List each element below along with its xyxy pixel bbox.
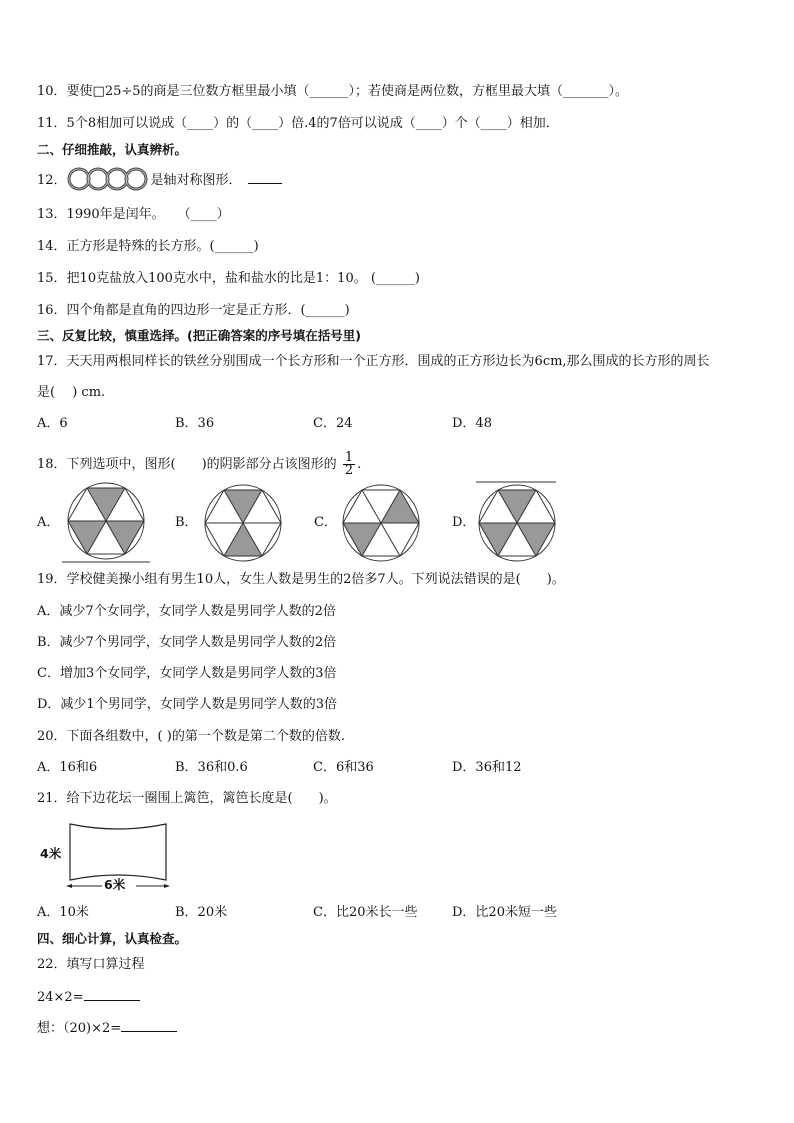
section-2-heading: 二、仔细推敲，认真辨析。 [37,142,188,157]
q22-line-1 [37,988,140,1007]
fraction-one-half [343,452,355,477]
q19-option-c[interactable]: C．增加3个女同学，女同学人数是男同学人数的3倍 [37,666,337,681]
question-15: 15．把10克盐放入100克水中，盐和盐水的比是1：10。 (______) [37,271,420,286]
q18-option-c-label[interactable]: C． [314,515,337,530]
question-19: 19．学校健美操小组有男生10人，女生人数是男生的2倍多7人。下列说法错误的是( )。 [37,572,565,587]
fraction-denominator: 2 [344,463,354,478]
hexagon-figure-c[interactable] [338,481,424,565]
question-12-text: 是轴对称图形． [150,173,242,188]
q19-option-d[interactable]: D．减少1个男同学，女同学人数是男同学人数的3倍 [37,697,337,712]
hexagon-figure-a[interactable] [60,478,152,564]
section-3-heading: 三、反复比较，慎重选择。(把正确答案的序号填在括号里) [37,328,361,343]
q22-expression-2: 想：（20)×2= [37,1021,122,1036]
answer-blank[interactable] [248,171,282,184]
question-10: 10．要使□25÷5的商是三位数方框里最小填（______）；若使商是两位数，方框里最大填（_______）。 [37,84,629,99]
q17-option-b[interactable]: B．36 [175,416,215,431]
question-16: 16．四个角都是直角的四边形一定是正方形．(______) [37,303,350,318]
q22-line-2 [37,1019,177,1038]
question-18 [37,452,361,477]
question-14: 14．正方形是特殊的长方形。(______) [37,239,259,254]
question-12-number: 12． [37,173,67,188]
flower-bed-height-label: 4米 [40,846,62,861]
q19-option-a[interactable]: A．减少7个女同学，女同学人数是男同学人数的2倍 [37,604,336,619]
q21-option-d[interactable]: D．比20米短一些 [452,905,557,920]
q17-option-d[interactable]: D．48 [452,416,492,431]
q17-option-a[interactable]: A．6 [37,416,68,431]
question-20: 20．下面各组数中，( )的第一个数是第二个数的倍数. [37,729,345,744]
q17-option-c[interactable]: C．24 [313,416,353,431]
q22-answer-blank-1[interactable] [84,988,140,1001]
q18-option-d-label[interactable]: D． [452,515,476,530]
q20-option-d[interactable]: D．36和12 [452,760,522,775]
question-17-line-1: 17．天天用两根同样长的铁丝分别围成一个长方形和一个正方形．围成的正方形边长为6cm,那么围成的长方形的周长 [37,354,710,369]
question-18-text: 18．下列选项中，图形( )的阴影部分占该图形的 [37,457,337,472]
q21-option-b[interactable]: B．20米 [175,905,228,920]
q22-expression-1: 24×2= [37,990,84,1005]
question-17-line-2: 是( ) cm. [37,385,106,400]
question-13: 13．1990年是闰年。 （____） [37,207,230,222]
fraction-numerator: 1 [344,450,354,465]
four-rings-icon [66,166,150,192]
q18-option-a-label[interactable]: A． [37,515,60,530]
q21-option-c[interactable]: C．比20米长一些 [313,905,418,920]
question-18-end: . [357,457,362,472]
q20-option-b[interactable]: B．36和0.6 [175,760,248,775]
question-11: 11．5个8相加可以说成（____）的（____）倍.4的7倍可以说成（____）个（____）相加． [37,116,559,131]
section-4-heading: 四、细心计算，认真检查。 [37,931,188,946]
question-21: 21．给下边花坛一圈围上篱笆，篱笆长度是( )。 [37,791,337,806]
q18-option-b-label[interactable]: B． [175,515,198,530]
flower-bed-width-label: 6米 [104,877,126,892]
q21-option-a[interactable]: A．10米 [37,905,89,920]
q20-option-c[interactable]: C．6和36 [313,760,374,775]
q20-option-a[interactable]: A．16和6 [37,760,98,775]
hexagon-figure-d[interactable] [474,478,560,564]
q22-answer-blank-2[interactable] [121,1019,177,1032]
question-22: 22．填写口算过程 [37,957,145,972]
hexagon-figure-b[interactable] [200,481,286,565]
q19-option-b[interactable]: B．减少7个男同学，女同学人数是男同学人数的2倍 [37,635,337,650]
